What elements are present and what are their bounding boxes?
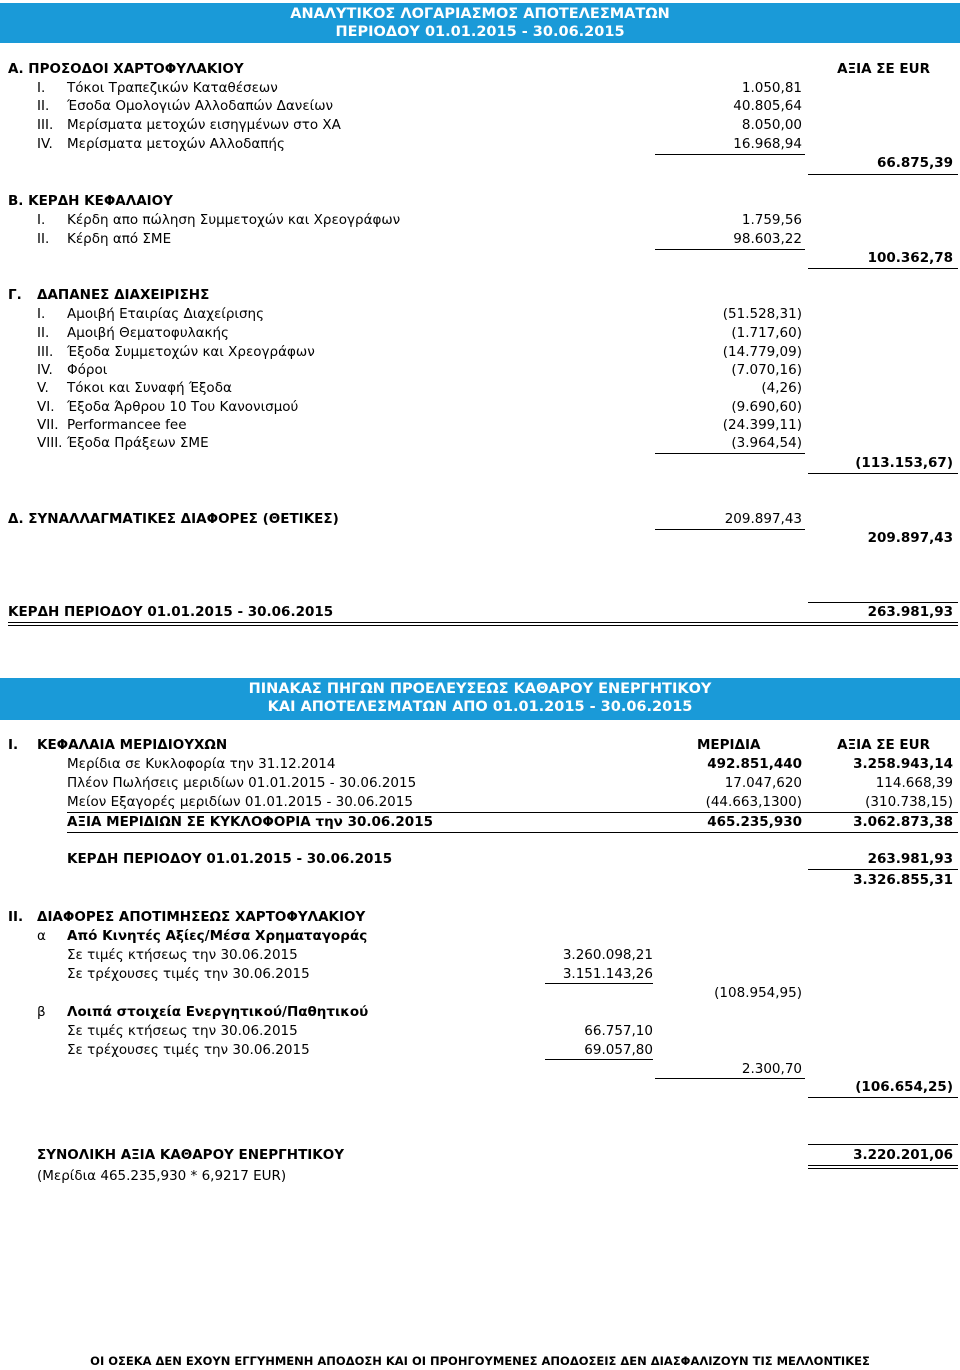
- section-i-sum: 3.326.855,31: [853, 872, 953, 888]
- period-profit-value: 263.981,93: [867, 604, 953, 620]
- subtotal-rule: [655, 154, 805, 155]
- total-rule: [808, 174, 958, 175]
- total-rule: [808, 869, 958, 870]
- section-c-item-value: (24.399,11): [722, 417, 802, 433]
- statement-title-line1: ΑΝΑΛΥΤΙΚΟΣ ΛΟΓΑΡΙΑΣΜΟΣ ΑΠΟΤΕΛΕΣΜΑΤΩΝ: [290, 6, 670, 22]
- section-ii-heading: ΔΙΑΦΟΡΕΣ ΑΠΟΤΙΜΗΣΕΩΣ ΧΑΡΤΟΦΥΛΑΚΙΟΥ: [37, 909, 366, 925]
- section-c-item-label: Φόροι: [67, 362, 108, 378]
- statement-title-banner: [0, 3, 960, 43]
- units-outstanding-value: 3.062.873,38: [853, 814, 953, 830]
- subsection-b-current-label: Σε τρέχουσες τιμές την 30.06.2015: [67, 1042, 310, 1058]
- subtotal-rule: [545, 1059, 653, 1060]
- section-a-item-label: Μερίσματα μετοχών εισηγμένων στο ΧΑ: [67, 117, 341, 133]
- section-b-item-num: I.: [37, 212, 46, 228]
- section-c-item-label: Αμοιβή Θεματοφυλακής: [67, 325, 229, 341]
- subtotal-rule: [655, 453, 805, 454]
- subsection-b-current-value: 69.057,80: [584, 1042, 653, 1058]
- section-d-value: 209.897,43: [724, 511, 802, 527]
- section-c-item-value: (1.717,60): [731, 325, 802, 341]
- section-c-item-num: II.: [37, 325, 50, 341]
- section-a-item-value: 16.968,94: [733, 136, 802, 152]
- section-c-heading: ΔΑΠΑΝΕΣ ΔΙΑΧΕΙΡΙΣΗΣ: [37, 287, 210, 303]
- unitholder-row-units: 492.851,440: [707, 756, 802, 772]
- section-c-item-label: Έξοδα Πράξεων ΣΜΕ: [67, 435, 209, 451]
- subsection-a-difference: (108.954,95): [714, 985, 802, 1001]
- section-b-heading: Β. ΚΕΡΔΗ ΚΕΦΑΛΑΙΟΥ: [8, 193, 173, 209]
- unitholder-row-label: Μείον Εξαγορές μεριδίων 01.01.2015 - 30.06.2015: [67, 794, 413, 810]
- net-asset-value-total: 3.220.201,06: [853, 1147, 953, 1163]
- section-c-item-label: Performancee fee: [67, 417, 187, 433]
- section-b-item-label: Κέρδη απο πώληση Συμμετοχών και Χρεογράφων: [67, 212, 401, 228]
- section-c-item-num: VIII.: [37, 435, 63, 451]
- period-profit-label: ΚΕΡΔΗ ΠΕΡΙΟΔΟΥ 01.01.2015 - 30.06.2015: [8, 604, 334, 620]
- unitholder-row-value: (310.738,15): [865, 794, 953, 810]
- subsection-b-cost-value: 66.757,10: [584, 1023, 653, 1039]
- nav-table-title-banner: [0, 678, 960, 720]
- section-i-profit-label: ΚΕΡΔΗ ΠΕΡΙΟΔΟΥ 01.01.2015 - 30.06.2015: [67, 851, 393, 867]
- subtotal-rule: [545, 983, 653, 984]
- section-c-item-value: (51.528,31): [722, 306, 802, 322]
- section-c-item-num: IV.: [37, 362, 53, 378]
- total-rule: [808, 268, 958, 269]
- section-a-item-num: II.: [37, 98, 50, 114]
- total-rule: [808, 1097, 958, 1098]
- double-total-rule: [808, 1165, 958, 1169]
- section-c-item-value: (9.690,60): [731, 399, 802, 415]
- section-a-item-num: IV.: [37, 136, 53, 152]
- subsection-a-current-label: Σε τρέχουσες τιμές την 30.06.2015: [67, 966, 310, 982]
- section-c-item-label: Έξοδα Συμμετοχών και Χρεογράφων: [67, 344, 315, 360]
- section-c-item-num: III.: [37, 344, 54, 360]
- statement-title-line2: ΠΕΡΙΟΔΟΥ 01.01.2015 - 30.06.2015: [335, 24, 625, 40]
- unitholder-row-value: 114.668,39: [875, 775, 953, 791]
- subtotal-rule: [655, 529, 805, 530]
- section-c-item-num: VII.: [37, 417, 59, 433]
- section-ii-total: (106.654,25): [855, 1079, 953, 1095]
- section-c-item-value: (4,26): [761, 380, 802, 396]
- section-a-heading: Α. ΠΡΟΣΟΔΟΙ ΧΑΡΤΟΦΥΛΑΚΙΟΥ: [8, 61, 244, 77]
- unitholder-row-label: Μερίδια σε Κυκλοφορία την 31.12.2014: [67, 756, 336, 772]
- section-a-total: 66.875,39: [876, 155, 953, 171]
- section-a-item-num: I.: [37, 80, 46, 96]
- section-c-item-num: VI.: [37, 399, 55, 415]
- unitholder-row-value: 3.258.943,14: [853, 756, 953, 772]
- section-ii-num: II.: [8, 909, 24, 925]
- total-rule: [808, 1144, 958, 1145]
- section-a-item-num: III.: [37, 117, 54, 133]
- unitholder-row-units: (44.663,1300): [705, 794, 802, 810]
- subtotal-rule: [67, 832, 958, 833]
- subsection-a-cost-label: Σε τιμές κτήσεως την 30.06.2015: [67, 947, 298, 963]
- subsection-a-heading: Από Κινητές Αξίες/Μέσα Χρηματαγοράς: [67, 928, 368, 944]
- section-b-item-label: Κέρδη από ΣΜΕ: [67, 231, 172, 247]
- section-a-item-label: Τόκοι Τραπεζικών Καταθέσεων: [67, 80, 278, 96]
- section-c-total: (113.153,67): [855, 455, 953, 471]
- section-d-total: 209.897,43: [867, 530, 953, 546]
- subsection-b-heading: Λοιπά στοιχεία Ενεργητικού/Παθητικού: [67, 1004, 369, 1020]
- unitholder-row-units: 17.047,620: [724, 775, 802, 791]
- section-i-num: I.: [8, 737, 19, 753]
- section-c-item-value: (7.070,16): [731, 362, 802, 378]
- subtotal-rule: [655, 1078, 805, 1079]
- section-i-profit-value: 263.981,93: [867, 851, 953, 867]
- nav-table-title-line2: ΚΑΙ ΑΠΟΤΕΛΕΣΜΑΤΩΝ ΑΠΟ 01.01.2015 - 30.06.2015: [267, 699, 693, 715]
- section-c-prefix: Γ.: [8, 287, 22, 303]
- subsection-b-difference: 2.300,70: [741, 1061, 802, 1077]
- currency-header: ΑΞΙΑ ΣΕ EUR: [837, 61, 930, 77]
- section-a-item-value: 40.805,64: [733, 98, 802, 114]
- net-asset-value-label: ΣΥΝΟΛΙΚΗ ΑΞΙΑ ΚΑΘΑΡΟΥ ΕΝΕΡΓΗΤΙΚΟΥ: [37, 1147, 345, 1163]
- section-b-item-value: 1.759,56: [741, 212, 802, 228]
- unitholder-row-label: Πλέον Πωλήσεις μεριδίων 01.01.2015 - 30.06.2015: [67, 775, 417, 791]
- section-c-item-num: V.: [37, 380, 49, 396]
- section-a-item-label: Έσοδα Ομολογιών Αλλοδαπών Δανείων: [67, 98, 334, 114]
- subsection-b-letter: β: [37, 1004, 46, 1020]
- section-d-heading: Δ. ΣΥΝΑΛΛΑΓΜΑΤΙΚΕΣ ΔΙΑΦΟΡΕΣ (ΘΕΤΙΚΕΣ): [8, 511, 339, 527]
- section-a-item-label: Μερίσματα μετοχών Αλλοδαπής: [67, 136, 285, 152]
- double-total-rule: [8, 622, 958, 626]
- section-b-total: 100.362,78: [867, 250, 953, 266]
- section-c-item-label: Τόκοι και Συναφή Έξοδα: [67, 380, 232, 396]
- section-c-item-num: I.: [37, 306, 46, 322]
- disclaimer-footer: ΟΙ ΟΣΕΚΑ ΔΕΝ ΕΧΟΥΝ ΕΓΓΥΗΜΕΝΗ ΑΠΟΔΟΣΗ ΚΑΙ ΟΙ ΠΡΟΗΓΟΥΜΕΝΕΣ ΑΠΟΔΟΣΕΙΣ ΔΕΝ ΔΙΑΣΦΑΛΙΖΟΥΝ ΤΙΣ ΜΕΛΛΟΝΤΙΚΕΣ: [90, 1354, 870, 1368]
- subsection-b-cost-label: Σε τιμές κτήσεως την 30.06.2015: [67, 1023, 298, 1039]
- units-outstanding-label: ΑΞΙΑ ΜΕΡΙΔΙΩΝ ΣΕ ΚΥΚΛΟΦΟΡΙΑ την 30.06.2015: [67, 814, 433, 830]
- section-c-item-value: (3.964,54): [731, 435, 802, 451]
- nav-table-title-line1: ΠΙΝΑΚΑΣ ΠΗΓΩΝ ΠΡΟΕΛΕΥΣΕΩΣ ΚΑΘΑΡΟΥ ΕΝΕΡΓΗΤΙΚΟΥ: [248, 681, 712, 697]
- units-outstanding-units: 465.235,930: [707, 814, 802, 830]
- subtotal-rule: [655, 249, 805, 250]
- section-c-item-value: (14.779,09): [722, 344, 802, 360]
- section-c-item-label: Έξοδα Άρθρου 10 Του Κανονισμού: [67, 399, 299, 415]
- section-i-heading: ΚΕΦΑΛΑΙΑ ΜΕΡΙΔΙΟΥΧΩΝ: [37, 737, 228, 753]
- section-a-item-value: 8.050,00: [741, 117, 802, 133]
- units-column-header: ΜΕΡΙΔΙΑ: [697, 737, 761, 753]
- subsection-a-current-value: 3.151.143,26: [562, 966, 653, 982]
- section-c-item-label: Αμοιβή Εταιρίας Διαχείρισης: [67, 306, 265, 322]
- subsection-a-letter: α: [37, 928, 46, 944]
- section-a-item-value: 1.050,81: [741, 80, 802, 96]
- subsection-a-cost-value: 3.260.098,21: [562, 947, 653, 963]
- section-b-item-num: II.: [37, 231, 50, 247]
- section-b-item-value: 98.603,22: [733, 231, 802, 247]
- total-rule: [808, 473, 958, 474]
- value-column-header: ΑΞΙΑ ΣΕ EUR: [837, 737, 930, 753]
- units-price-note: (Μερίδια 465.235,930 * 6,9217 EUR): [37, 1168, 287, 1184]
